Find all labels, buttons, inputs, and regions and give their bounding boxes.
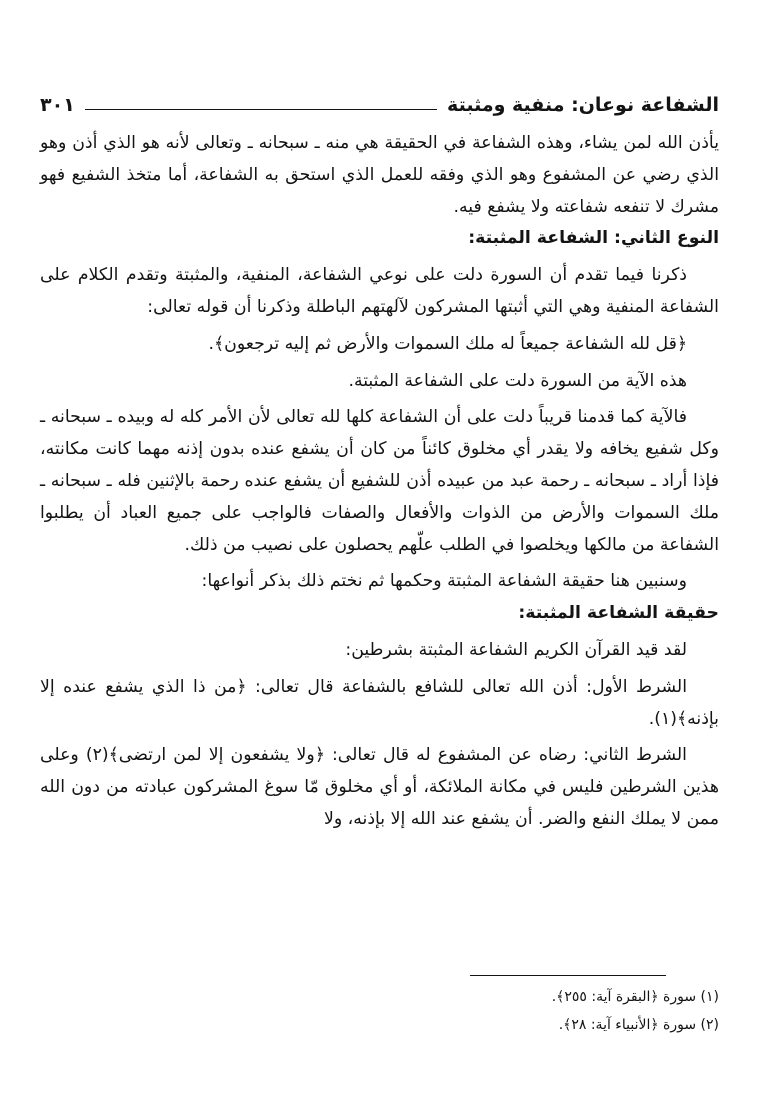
paragraph: ذكرنا فيما تقدم أن السورة دلت على نوعي الشفاعة، المنفية، والمثبتة وتقدم الكلام على الشفاعة المنفية وهي التي أثبتها المشركون لآلهتهم الباطلة وذكرنا أن قوله تعالى: — [40, 265, 719, 317]
page-number: ٣٠١ — [40, 94, 75, 116]
footnotes — [40, 983, 719, 1039]
section-heading-affirmed-intercession: النوع الثاني: الشفاعة المثبتة: — [468, 228, 719, 249]
header-title: الشفاعة نوعان: منفية ومثبتة — [447, 94, 719, 116]
running-header — [40, 90, 719, 120]
section-heading-reality: حقيقة الشفاعة المثبتة: — [518, 603, 719, 624]
footnote-divider — [470, 975, 666, 976]
paragraph: فالآية كما قدمنا قريباً دلت على أن الشفاعة كلها لله تعالى لأن الأمر كله له وبيده ـ سبحانه ـ وكل شفيع يخافه ولا يقدر أي مخلوق كائناً من كان أن يشفع عنده بدون إذنه مهما كانت مكانته، فإذا أراد ـ سبحانه ـ رحمة عبد من عبيده أذن للشفيع أن يشفع عنده رحمة بالإثنين فله ـ سبحانه ـ ملك السموات والأرض من الذوات والأفعال والصفات فالواجب على جميع العباد أن يطلبوا الشفاعة من مالكها ويخلصوا في الطلب علّهم يحصلون على نصيب من ذلك. — [40, 407, 719, 555]
paragraph: لقد قيد القرآن الكريم الشفاعة المثبتة بشرطين: — [345, 639, 687, 660]
condition-one: الشرط الأول: أذن الله تعالى للشافع بالشفاعة قال تعالى: ﴿من ذا الذي يشفع عنده إلا بإذنه﴾(١). — [40, 676, 719, 729]
quran-verse: ﴿قل لله الشفاعة جميعاً له ملك السموات والأرض ثم إليه ترجعون﴾. — [208, 333, 687, 354]
footnote-2: (٢) سورة ﴿الأنبياء آية: ٢٨﴾. — [558, 1017, 719, 1033]
footnote-1: (١) سورة ﴿البقرة آية: ٢٥٥﴾. — [551, 989, 719, 1005]
header-rule — [85, 109, 437, 110]
condition-two: الشرط الثاني: رضاه عن المشفوع له قال تعالى: ﴿ولا يشفعون إلا لمن ارتضى﴾(٢) وعلى هذين الشرطين فليس في مكانة الملائكة، أو أي مخلوق مّا سوغ المشركون عبادته من دون الله ممن لا يملك النفع والضر. أن يشفع عند الله إلا بإذنه، ولا — [40, 745, 719, 829]
paragraph-continued: يأذن الله لمن يشاء، وهذه الشفاعة في الحقيقة هي منه ـ سبحانه ـ وتعالى لأنه هو الذي أذن وهو الذي رضي عن المشفوع وهو الذي وفقه للعمل الذي استحق به الشفاعة، أما متخذ الشفيع فهو مشرك لا تنفعه شفاعته ولا يشفع فيه. — [40, 133, 719, 217]
paragraph: هذه الآية من السورة دلت على الشفاعة المثبتة. — [348, 370, 687, 391]
main-text — [40, 128, 719, 836]
paragraph: وسنبين هنا حقيقة الشفاعة المثبتة وحكمها ثم نختم ذلك بذكر أنواعها: — [201, 571, 687, 592]
